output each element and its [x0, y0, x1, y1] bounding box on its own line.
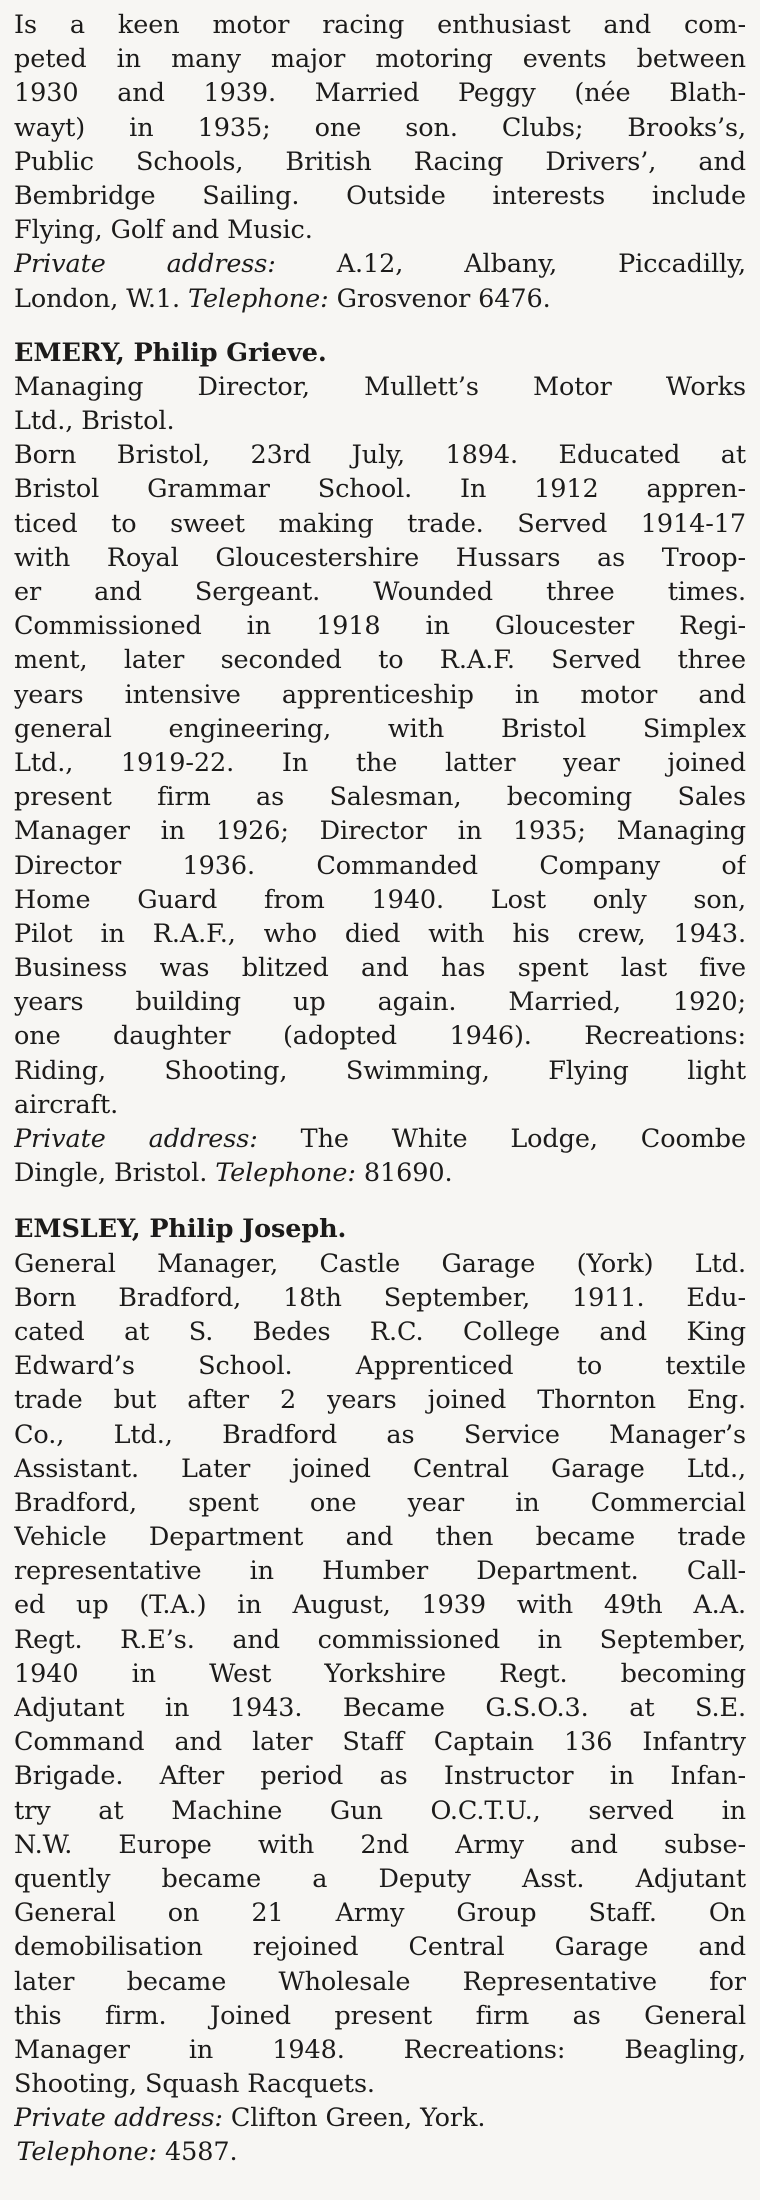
address-label: Private address: — [14, 249, 276, 280]
address-value-cont: London, W.1. — [14, 283, 189, 314]
entry-text-line: ed up (T.A.) in August, 1939 with 49th A.A. — [14, 1590, 746, 1621]
entry-text-line: wayt) in 1935; one son. Clubs; Brooks’s, — [14, 112, 746, 143]
entry-text-line: aircraft. — [14, 1089, 119, 1120]
entry-text-line: trade but after 2 years joined Thornton Eng. — [14, 1385, 746, 1416]
address-telephone-line — [14, 1156, 746, 1190]
address-line — [14, 1122, 746, 1156]
entry-text-line: er and Sergeant. Wounded three times. — [14, 577, 746, 607]
entry-text-line: Regt. R.E’s. and commissioned in September, — [14, 1624, 746, 1655]
entry-text-line: 1930 and 1939. Married Peggy (née Blath- — [14, 78, 746, 109]
entry-text-line: Flying, Golf and Music. — [14, 215, 313, 246]
entry-text-line: peted in many major motoring events between — [14, 44, 746, 75]
address-value: The White Lodge, Coombe — [257, 1124, 746, 1154]
entry-emery — [14, 336, 746, 1191]
entry-text-line: quently became a Deputy Asst. Adjutant — [14, 1863, 746, 1894]
entry-separator — [14, 1190, 746, 1212]
telephone-label: Telephone: — [188, 283, 329, 314]
address-line — [14, 247, 746, 281]
address-value: Clifton Green, York. — [222, 2103, 486, 2134]
entry-text-line: ment, later seconded to R.A.F. Served three — [14, 645, 746, 676]
entry-text-line: General on 21 Army Group Staff. On — [14, 1898, 746, 1929]
entry-text-line: Born Bradford, 18th September, 1911. Edu- — [14, 1282, 746, 1313]
entry-text-line: Public Schools, British Racing Drivers’, and — [14, 146, 746, 177]
address-line — [14, 2101, 746, 2135]
entry-text-line: Manager in 1948. Recreations: Beagling, — [14, 2034, 746, 2065]
entry-text-line: Is a keen motor racing enthusiast and com- — [14, 10, 746, 40]
entry-emsley — [14, 1212, 746, 2169]
entry-text-line: Ltd., 1919-22. In the latter year joined — [14, 747, 746, 778]
entry-text-line: Riding, Shooting, Swimming, Flying light — [14, 1055, 746, 1086]
telephone-label: Telephone: — [16, 2137, 158, 2168]
entry-text-line: Pilot in R.A.F., who died with his crew, 1943. — [14, 918, 746, 949]
entry-separator — [14, 316, 746, 336]
entry-text-line: Home Guard from 1940. Lost only son, — [14, 884, 746, 915]
entry-text-line: with Royal Gloucestershire Hussars as Troop- — [14, 542, 746, 573]
entry-text-line: later became Wholesale Representative for — [14, 1966, 746, 1997]
entry-name-heading: EMERY, Philip Grieve. — [14, 337, 327, 368]
entry-text-line: present firm as Salesman, becoming Sales — [14, 782, 746, 813]
entry-text-line: Co., Ltd., Bradford as Service Manager’s — [14, 1419, 746, 1450]
entry-text-line: demobilisation rejoined Central Garage and — [14, 1932, 746, 1963]
entry-text-line: Director 1936. Commanded Company of — [14, 850, 746, 881]
telephone-value: 4587. — [157, 2137, 238, 2168]
entry-text-line: representative in Humber Department. Call- — [14, 1556, 746, 1587]
entry-text-line: Edward’s School. Apprenticed to textile — [14, 1351, 746, 1382]
entry-text-line: Shooting, Squash Racquets. — [14, 2069, 375, 2100]
entry-text-line: Manager in 1926; Director in 1935; Managing — [14, 816, 746, 847]
entry-text-line: Brigade. After period as Instructor in Infan- — [14, 1761, 746, 1792]
entry-text-line: one daughter (adopted 1946). Recreations: — [14, 1021, 746, 1052]
entry-text-line: Assistant. Later joined Central Garage Ltd., — [14, 1453, 746, 1484]
address-label: Private address: — [14, 1124, 258, 1154]
telephone-value: Grosvenor 6476. — [328, 283, 551, 314]
entry-text-line: Adjutant in 1943. Became G.S.O.3. at S.E. — [14, 1693, 746, 1723]
entry-text-line: N.W. Europe with 2nd Army and subse- — [14, 1829, 746, 1860]
entry-text-line: Bembridge Sailing. Outside interests include — [14, 180, 746, 211]
entry-text-line: Vehicle Department and then became trade — [14, 1522, 746, 1553]
entry-text-line: Bradford, spent one year in Commercial — [14, 1487, 746, 1518]
telephone-value: 81690. — [355, 1158, 453, 1189]
entry-text-line: Bristol Grammar School. In 1912 appren- — [14, 474, 746, 505]
address-label: Private address: — [14, 2103, 223, 2134]
entry-text-line: Managing Director, Mullett’s Motor Works — [14, 371, 746, 402]
entry-text-line: cated at S. Bedes R.C. College and King — [14, 1316, 746, 1347]
entry-text-line: years building up again. Married, 1920; — [14, 987, 746, 1018]
telephone-label: Telephone: — [215, 1158, 356, 1189]
entry-text-line: 1940 in West Yorkshire Regt. becoming — [14, 1658, 746, 1689]
entry-text-line: years intensive apprenticeship in motor and — [14, 679, 746, 710]
address-value: A.12, Albany, Piccadilly, — [275, 249, 746, 280]
entry-text-line: general engineering, with Bristol Simplex — [14, 713, 746, 744]
entry-text-line: Born Bristol, 23rd July, 1894. Educated at — [14, 440, 746, 471]
entry-text-line: Ltd., Bristol. — [14, 406, 175, 437]
address-telephone-line — [14, 282, 746, 316]
entry-text-line: ticed to sweet making trade. Served 1914-17 — [14, 508, 746, 539]
entry-previous-continued — [14, 8, 746, 316]
entry-text-line: try at Machine Gun O.C.T.U., served in — [14, 1795, 746, 1826]
telephone-line — [14, 2135, 746, 2169]
entry-text-line: General Manager, Castle Garage (York) Ltd. — [14, 1248, 746, 1279]
entry-text-line: Command and later Staff Captain 136 Infantry — [14, 1727, 746, 1758]
entry-text-line: Business was blitzed and has spent last five — [14, 953, 746, 984]
entry-text-line: Commissioned in 1918 in Gloucester Regi- — [14, 611, 746, 642]
entry-name-heading: EMSLEY, Philip Joseph. — [14, 1214, 347, 1245]
address-value-cont: Dingle, Bristol. — [14, 1158, 216, 1189]
entry-text-line: this firm. Joined present firm as General — [14, 2000, 746, 2031]
